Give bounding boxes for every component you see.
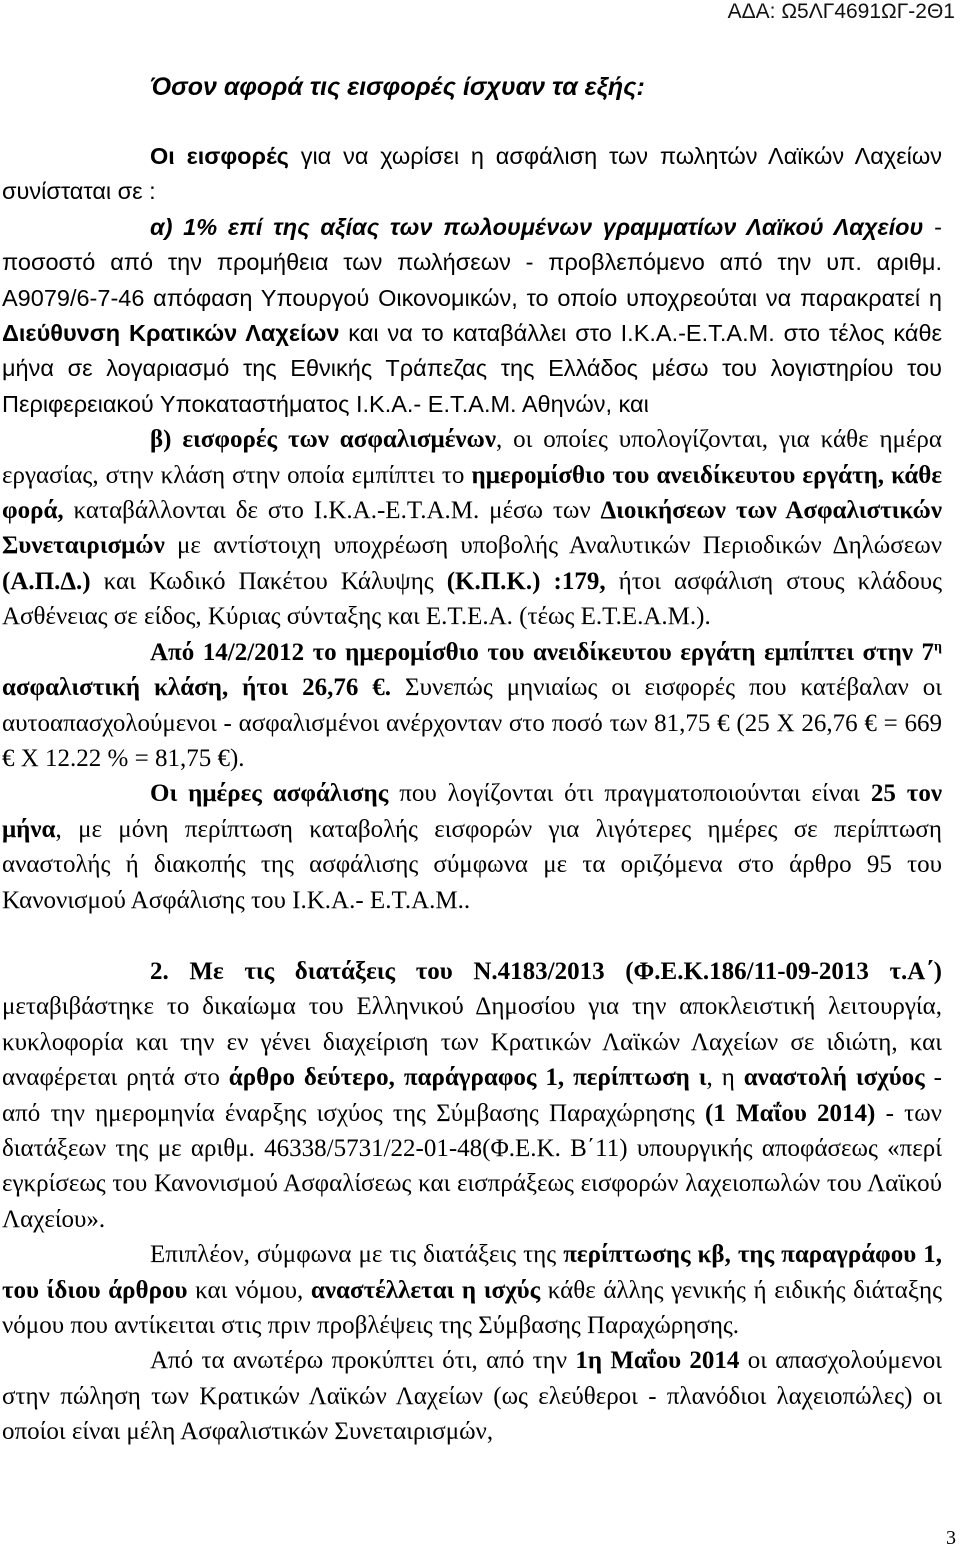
spacer — [2, 918, 942, 954]
text-run: Συνεπώς μηνιαίως οι εισφορές που κατέβαλαν οι αυτοαπασχολούμενοι - ασφαλισμένοι ανέρχονταν στο ποσό των 81,75 € (25 Χ 26,76 € = 669 € Χ 12.22 % = 81,75 €). — [2, 674, 942, 772]
text-run: κάθε άλλης γενικής ή ειδικής διάταξης νόμου που αντίκειται στις πριν προβλέψεις της Σύμβασης Παραχώρησης. — [2, 1276, 942, 1339]
bold-run: 25 τον μήνα — [2, 780, 942, 843]
text-run: - ποσοστό από την προμήθεια των πωλήσεων - προβλεπόμενο από την υπ. αριθμ. Α9079/6-7-46 απόφαση Υπουργού Οικονομικών, το οποίο υποχρεούται να παρακρατεί η — [2, 213, 942, 311]
text-run: ήτοι ασφάλιση στους κλάδους Ασθένειας σε είδος, Κύριας σύνταξης και Ε.Τ.Ε.Α. (τέως Ε.Τ.Ε.Α.Μ.). — [2, 567, 942, 631]
text-run: μεταβιβάστηκε το δικαίωμα του Ελληνικού Δημοσίου για την αποκλειστική λειτουργία, κυκλοφορία και την εν γένει διαχείριση των Κρατικών Λαϊκών Λαχείων σε ιδιώτη, και αναφέρεται ρητά στο — [2, 993, 942, 1092]
bold-run: Διοικήσεων των Ασφαλιστικών Συνεταιρισμών — [2, 497, 942, 560]
bold-run: περίπτωσης κβ, της παραγράφου 1, του ίδιου άρθρου — [2, 1241, 943, 1304]
bold-run: ασφαλιστική κλάση, ήτοι 26,76 €. — [2, 674, 392, 702]
paragraph-furthermore — [2, 1237, 942, 1343]
text-run: , με μόνη περίπτωση καταβολής εισφορών για λιγότερες ημέρες σε περίπτωση αναστολής ή διακοπής της ασφάλισης σύμφωνα με τα οριζόμενα στο άρθρο 95 του Κανονισμού Ασφάλισης του Ι.Κ.Α.- Ε.Τ.Α.Μ.. — [2, 815, 942, 914]
text-run: με αντίστοιχη υποχρέωση υποβολής Αναλυτικών Περιοδικών Δηλώσεων — [164, 532, 942, 560]
text-run: για να χωρίσει η ασφάλιση των πωλητών Λαϊκών Λαχείων συνίσταται σε : — [2, 143, 943, 205]
bold-run: άρθρο δεύτερο, παράγραφος 1, περίπτωση ι — [228, 1064, 707, 1092]
bold-run: αναστέλλεται η ισχύς — [310, 1276, 541, 1304]
paragraph-wage-class — [2, 635, 942, 777]
paragraph-conclusion — [2, 1343, 942, 1449]
lottery-directorate: Διεύθυνση Κρατικών Λαχείων — [2, 320, 340, 347]
text-run: οι απασχολούμενοι στην πώληση των Κρατικών Λαϊκών Λαχείων (ως ελεύθεροι - πλανόδιοι λαχειοπώλες) οι οποίοι είναι μέλη Ασφαλιστικών Συνεταιρισμών, — [2, 1347, 942, 1446]
bold-run: (Α.Π.Δ.) — [2, 567, 91, 595]
bold-run: (1 Μαΐου 2014) — [704, 1099, 876, 1127]
text-run: και νόμου, — [187, 1276, 311, 1304]
contributions-term: Οι εισφορές — [150, 143, 289, 169]
item-a-label: α) 1% επί της αξίας των πωλουμένων γραμματίων Λαϊκού Λαχείου — [150, 213, 924, 240]
text-run: - από την ημερομηνία έναρξης ισχύος της Σύμβασης Παραχώρησης — [2, 1064, 942, 1127]
paragraph-insurance-days — [2, 776, 942, 918]
ada-code: ΑΔΑ: Ω5ΛΓ4691ΩΓ-2Θ1 — [727, 0, 955, 23]
page-number: 3 — [946, 1527, 956, 1549]
document-body — [2, 70, 942, 1450]
superscript: η — [934, 639, 942, 655]
bold-run: αναστολή ισχύος — [743, 1064, 925, 1092]
bold-run: Από 14/2/2012 το ημερομίσθιο του ανειδίκευτου εργάτη εμπίπτει στην 7 — [150, 638, 935, 666]
text-run: , η — [706, 1064, 744, 1092]
paragraph-contributions — [2, 139, 942, 210]
text-run: Από τα ανωτέρω προκύπτει ότι, από την — [150, 1347, 576, 1375]
paragraph-item-a — [2, 210, 942, 422]
item-b-label: β) εισφορές των ασφαλισμένων — [150, 426, 496, 454]
bold-run: 1η Μαΐου 2014 — [575, 1347, 740, 1375]
bold-run: ημερομίσθιο του ανειδίκευτου εργάτη, κάθε φορά, — [2, 461, 942, 525]
text-run: και να το καταβάλλει στο Ι.Κ.Α.-Ε.Τ.Α.Μ. στο τέλος κάθε μήνα σε λογαριασμό της Εθνικής Τράπεζας της Ελλάδος μέσω του λογιστηρίου του Περιφερειακού Υποκαταστήματος Ι.Κ.Α.- Ε.Τ.Α.Μ. Αθηνών, και — [2, 320, 942, 417]
text-run: καταβάλλονται δε στο Ι.Κ.Α.-Ε.Τ.Α.Μ. μέσω των — [63, 497, 601, 525]
text-run: , οι οποίες υπολογίζονται, για κάθε ημέρα εργασίας, στην κλάση στην οποία εμπίπτει το — [2, 426, 943, 489]
bold-run: (Κ.Π.Κ.) :179, — [446, 567, 606, 595]
paragraph-law-4183 — [2, 954, 942, 1237]
bold-run: Οι ημέρες ασφάλισης — [150, 780, 389, 808]
bold-run: 2. Με τις διατάξεις του Ν.4183/2013 (Φ.Ε.Κ.186/11-09-2013 τ.Α΄) — [150, 957, 942, 985]
text-run: - των διατάξεων της με αριθμ. 46338/5731/22-01-48(Φ.Ε.Κ. Β΄11) υπουργικής αποφάσεως «περί εγκρίσεως του Κανονισμού Ασφαλίσεως και εισπράξεως εισφορών λαχειοπωλών του Λαϊκού Λαχείου». — [2, 1099, 942, 1233]
text-run: που λογίζονται ότι πραγματοποιούνται είναι — [388, 780, 871, 808]
text-run: και Κωδικό Πακέτου Κάλυψης — [90, 567, 447, 595]
paragraph-item-b — [2, 422, 942, 634]
section-heading: Όσον αφορά τις εισφορές ίσχυαν τα εξής: — [150, 73, 645, 101]
text-run: Επιπλέον, σύμφωνα με τις διατάξεις της — [150, 1241, 564, 1269]
